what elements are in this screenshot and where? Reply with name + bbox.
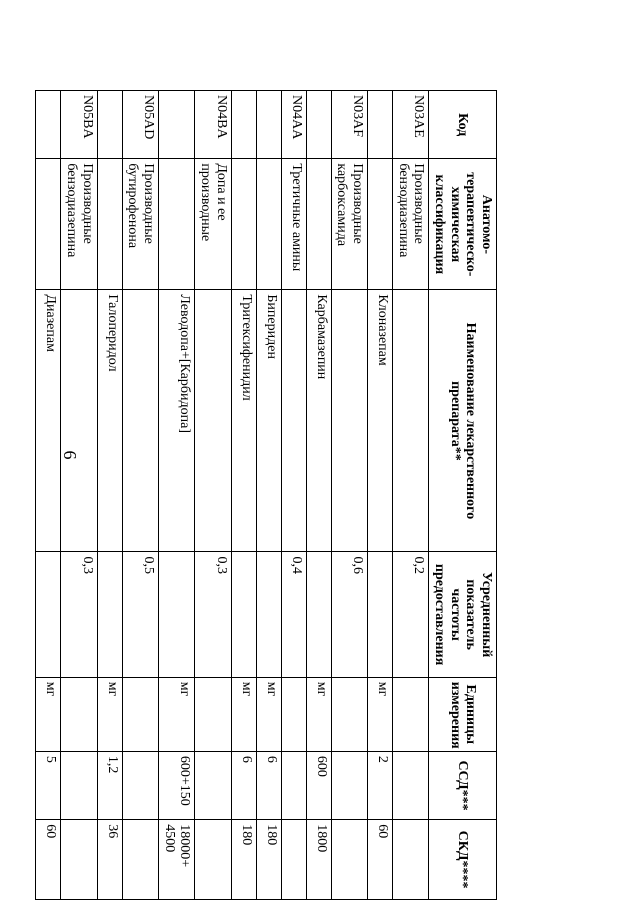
- cell-skd: [122, 820, 158, 900]
- table-row: [36, 91, 61, 900]
- cell-skd: 1800: [306, 820, 331, 900]
- cell-skd: 18000+ 4500: [158, 820, 194, 900]
- cell-freq: [367, 552, 392, 677]
- cell-ssd: 6: [256, 751, 281, 819]
- cell-freq: [158, 552, 194, 677]
- cell-ssd: 6: [231, 751, 256, 819]
- cell-atc: [256, 159, 281, 290]
- cell-name: Клоназепам: [367, 290, 392, 552]
- cell-unit: [195, 677, 231, 751]
- cell-freq: 0,2: [392, 552, 428, 677]
- cell-name: [122, 290, 158, 552]
- cell-name: Бипериден: [256, 290, 281, 552]
- cell-ssd: [331, 751, 367, 819]
- cell-atc: Производные бензодиазепина: [61, 159, 97, 290]
- header-ssd: ССД***: [429, 751, 497, 819]
- cell-ssd: [122, 751, 158, 819]
- cell-code: N05BA: [61, 91, 97, 159]
- cell-name: [195, 290, 231, 552]
- table-row: [306, 91, 331, 900]
- cell-name: [392, 290, 428, 552]
- cell-unit: мг: [158, 677, 194, 751]
- header-skd: СКД****: [429, 820, 497, 900]
- cell-ssd: 1,2: [97, 751, 122, 819]
- table-row: [97, 91, 122, 900]
- cell-freq: 0,3: [195, 552, 231, 677]
- cell-unit: [61, 677, 97, 751]
- header-freq: Усредненный показатель частоты предоставления: [429, 552, 497, 677]
- cell-atc: [36, 159, 61, 290]
- cell-skd: 60: [367, 820, 392, 900]
- cell-skd: [281, 820, 306, 900]
- cell-unit: мг: [367, 677, 392, 751]
- cell-freq: [97, 552, 122, 677]
- cell-atc: Допа и ее производные: [195, 159, 231, 290]
- table-row: [158, 91, 194, 900]
- cell-code: N04BA: [195, 91, 231, 159]
- cell-freq: [231, 552, 256, 677]
- page-number: 6: [60, 450, 80, 460]
- cell-skd: 36: [97, 820, 122, 900]
- drug-table: [35, 90, 497, 900]
- cell-skd: [331, 820, 367, 900]
- cell-name: Галоперидол: [97, 290, 122, 552]
- cell-code: [36, 91, 61, 159]
- cell-name: Леводопа+[Карбидопа]: [158, 290, 194, 552]
- cell-ssd: 5: [36, 751, 61, 819]
- table-row: [195, 91, 231, 900]
- cell-atc: [306, 159, 331, 290]
- cell-ssd: 600+150: [158, 751, 194, 819]
- cell-ssd: [392, 751, 428, 819]
- cell-atc: [231, 159, 256, 290]
- cell-freq: 0,6: [331, 552, 367, 677]
- cell-name: [281, 290, 306, 552]
- cell-skd: [61, 820, 97, 900]
- table-row: [61, 91, 97, 900]
- header-unit: Единицы измерения: [429, 677, 497, 751]
- cell-unit: мг: [306, 677, 331, 751]
- cell-freq: [256, 552, 281, 677]
- cell-name: [61, 290, 97, 552]
- cell-unit: мг: [36, 677, 61, 751]
- cell-unit: [281, 677, 306, 751]
- table-row: [367, 91, 392, 900]
- header-atc: Анатомо-терапевтическо-химическая классификация: [429, 159, 497, 290]
- cell-freq: 0,4: [281, 552, 306, 677]
- cell-freq: 0,5: [122, 552, 158, 677]
- cell-ssd: [281, 751, 306, 819]
- cell-ssd: [195, 751, 231, 819]
- cell-freq: 0,3: [61, 552, 97, 677]
- cell-ssd: 2: [367, 751, 392, 819]
- cell-atc: Производные бутирофенона: [122, 159, 158, 290]
- cell-skd: 180: [231, 820, 256, 900]
- table-row: [331, 91, 367, 900]
- cell-unit: мг: [97, 677, 122, 751]
- cell-atc: [97, 159, 122, 290]
- cell-unit: [122, 677, 158, 751]
- table-row: [122, 91, 158, 900]
- cell-code: N03AE: [392, 91, 428, 159]
- cell-unit: мг: [256, 677, 281, 751]
- cell-skd: 180: [256, 820, 281, 900]
- drug-table-rotated: [43, 90, 497, 900]
- cell-code: [158, 91, 194, 159]
- cell-unit: мг: [231, 677, 256, 751]
- cell-code: [97, 91, 122, 159]
- cell-name: [331, 290, 367, 552]
- cell-ssd: [61, 751, 97, 819]
- cell-skd: [195, 820, 231, 900]
- cell-code: N04AA: [281, 91, 306, 159]
- cell-unit: [331, 677, 367, 751]
- cell-skd: [392, 820, 428, 900]
- header-name: Наименование лекарственного препарата**: [429, 290, 497, 552]
- cell-freq: [36, 552, 61, 677]
- table-row: [231, 91, 256, 900]
- cell-code: [231, 91, 256, 159]
- cell-atc: [158, 159, 194, 290]
- cell-atc: Третичные амины: [281, 159, 306, 290]
- header-code: Код: [429, 91, 497, 159]
- cell-atc: Производные карбоксамида: [331, 159, 367, 290]
- cell-code: [256, 91, 281, 159]
- table-row: [256, 91, 281, 900]
- cell-code: [306, 91, 331, 159]
- cell-code: N03AF: [331, 91, 367, 159]
- cell-name: Диазепам: [36, 290, 61, 552]
- cell-name: Карбамазепин: [306, 290, 331, 552]
- cell-atc: Производные бензодиазепина: [392, 159, 428, 290]
- cell-name: Тригексифенидил: [231, 290, 256, 552]
- cell-atc: [367, 159, 392, 290]
- cell-unit: [392, 677, 428, 751]
- cell-code: N05AD: [122, 91, 158, 159]
- table-header-row: [429, 91, 497, 900]
- cell-skd: 60: [36, 820, 61, 900]
- cell-ssd: 600: [306, 751, 331, 819]
- cell-freq: [306, 552, 331, 677]
- table-row: [392, 91, 428, 900]
- cell-code: [367, 91, 392, 159]
- table-row: [281, 91, 306, 900]
